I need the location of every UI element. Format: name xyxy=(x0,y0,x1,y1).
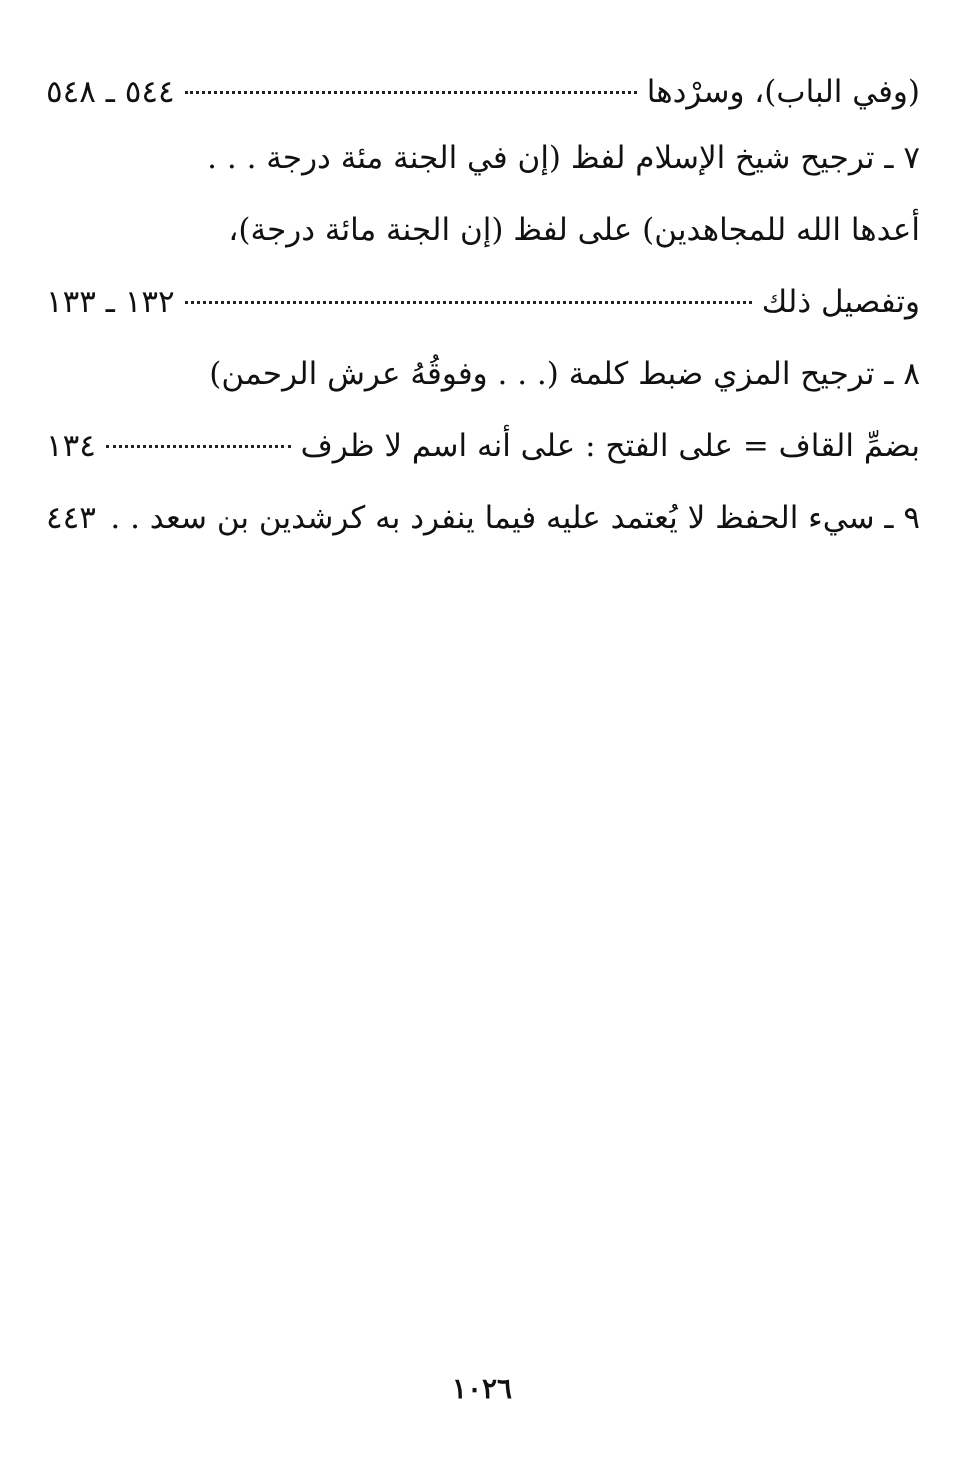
index-entry xyxy=(46,416,920,488)
dot-leader xyxy=(185,91,637,94)
index-entry xyxy=(46,200,920,272)
entry-text: ٩ ـ سيء الحفظ لا يُعتمد عليه فيما ينفرد به كرشدين بن سعد . . xyxy=(110,500,920,536)
entry-text: وتفصيل ذلك xyxy=(761,284,920,320)
entry-pages: ١٣٤ xyxy=(46,428,96,464)
entry-pages: ١٣٢ ـ ١٣٣ xyxy=(46,284,175,320)
index-entry xyxy=(46,488,920,560)
entry-text: ٧ ـ ترجيح شيخ الإسلام لفظ (إن في الجنة مئة درجة . . . xyxy=(207,140,920,176)
entry-pages: ٤٤٣ xyxy=(46,500,96,536)
entry-text: (وفي الباب)، وسرْدها xyxy=(646,74,920,110)
index-entry xyxy=(46,272,920,344)
entry-pages: ٥٤٤ ـ ٥٤٨ xyxy=(46,74,175,110)
entry-text: أعدها الله للمجاهدين) على لفظ (إن الجنة مائة درجة)، xyxy=(228,212,920,248)
dot-leader xyxy=(185,301,752,304)
index-entry xyxy=(46,62,920,128)
index-entries xyxy=(46,62,920,560)
index-entry xyxy=(46,344,920,416)
index-entry xyxy=(46,128,920,200)
page-number: ١٠٢٦ xyxy=(451,1372,513,1405)
entry-text: ٨ ـ ترجيح المزي ضبط كلمة (. . . وفوقُهُ عرش الرحمن) xyxy=(209,356,920,392)
dot-leader xyxy=(106,445,291,448)
entry-text: بضمِّ القاف = على الفتح : على أنه اسم لا ظرف xyxy=(300,428,920,464)
